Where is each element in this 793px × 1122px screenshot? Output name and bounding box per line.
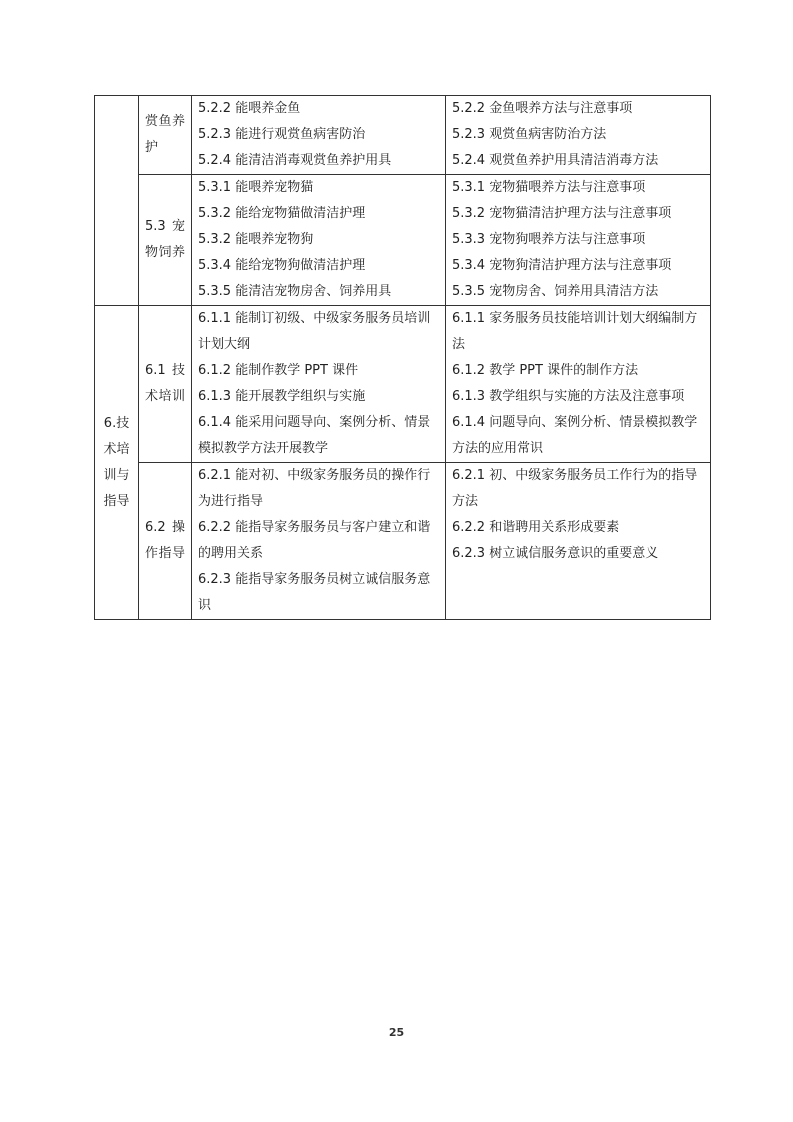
knowledge-item: 5.3.2 宠物猫清洁护理方法与注意事项 bbox=[452, 206, 672, 221]
table-row bbox=[95, 96, 711, 175]
skill-item: 5.3.1 能喂养宠物猫 bbox=[198, 180, 314, 195]
knowledge-item: 6.1.4 问题导向、案例分析、情景模拟教学方法的应用常识 bbox=[452, 415, 698, 456]
work-content-cell: 5.3宠物饲养 bbox=[139, 175, 192, 306]
skill-requirements-cell bbox=[192, 463, 446, 620]
skill-requirements-cell bbox=[192, 96, 446, 175]
knowledge-item: 5.3.3 宠物狗喂养方法与注意事项 bbox=[452, 232, 646, 247]
skill-item: 6.1.3 能开展教学组织与实施 bbox=[198, 389, 366, 404]
function-cell-5-continued bbox=[95, 96, 139, 306]
related-knowledge-cell bbox=[446, 175, 711, 306]
related-knowledge-cell bbox=[446, 306, 711, 463]
table-row bbox=[95, 306, 711, 463]
knowledge-item: 6.2.2 和谐聘用关系形成要素 bbox=[452, 520, 620, 535]
skill-item: 6.1.4 能采用问题导向、案例分析、情景模拟教学方法开展教学 bbox=[198, 415, 431, 456]
skill-item: 6.2.3 能指导家务服务员树立诚信服务意识 bbox=[198, 572, 431, 613]
knowledge-item: 5.3.5 宠物房舍、饲养用具清洁方法 bbox=[452, 284, 659, 299]
skill-item: 5.2.3 能进行观赏鱼病害防治 bbox=[198, 127, 366, 142]
skill-item: 5.2.4 能清洁消毒观赏鱼养护用具 bbox=[198, 153, 392, 168]
skill-item: 6.2.1 能对初、中级家务服务员的操作行为进行指导 bbox=[198, 468, 431, 509]
skill-item: 5.3.2 能喂养宠物狗 bbox=[198, 232, 314, 247]
knowledge-item: 5.2.3 观赏鱼病害防治方法 bbox=[452, 127, 607, 142]
knowledge-item: 6.1.1 家务服务员技能培训计划大纲编制方法 bbox=[452, 311, 698, 352]
standards-table bbox=[94, 95, 711, 620]
work-content-cell: 6.1技术培训 bbox=[139, 306, 192, 463]
table-row bbox=[95, 175, 711, 306]
related-knowledge-cell bbox=[446, 463, 711, 620]
knowledge-item: 5.3.1 宠物猫喂养方法与注意事项 bbox=[452, 180, 646, 195]
skill-item: 5.3.5 能清洁宠物房舍、饲养用具 bbox=[198, 284, 392, 299]
skill-item: 5.3.4 能给宠物狗做清洁护理 bbox=[198, 258, 366, 273]
table-row bbox=[95, 463, 711, 620]
skill-item: 6.1.2 能制作教学 PPT 课件 bbox=[198, 363, 359, 378]
skill-requirements-cell bbox=[192, 175, 446, 306]
related-knowledge-cell bbox=[446, 96, 711, 175]
knowledge-item: 6.1.2 教学 PPT 课件的制作方法 bbox=[452, 363, 639, 378]
knowledge-item: 5.2.2 金鱼喂养方法与注意事项 bbox=[452, 101, 633, 116]
knowledge-item: 6.2.3 树立诚信服务意识的重要意义 bbox=[452, 546, 659, 561]
skill-item: 6.1.1 能制订初级、中级家务服务员培训计划大纲 bbox=[198, 311, 431, 352]
work-content-cell: 赏鱼养护 bbox=[139, 96, 192, 175]
skill-item: 5.2.2 能喂养金鱼 bbox=[198, 101, 301, 116]
knowledge-item: 6.1.3 教学组织与实施的方法及注意事项 bbox=[452, 389, 685, 404]
work-content-cell: 6.2操作指导 bbox=[139, 463, 192, 620]
page-number: 25 bbox=[388, 1026, 405, 1039]
skill-requirements-cell bbox=[192, 306, 446, 463]
skill-item: 5.3.2 能给宠物猫做清洁护理 bbox=[198, 206, 366, 221]
knowledge-item: 5.3.4 宠物狗清洁护理方法与注意事项 bbox=[452, 258, 672, 273]
knowledge-item: 5.2.4 观赏鱼养护用具清洁消毒方法 bbox=[452, 153, 659, 168]
function-cell: 6.技术培训与指导 bbox=[95, 306, 139, 620]
skill-item: 6.2.2 能指导家务服务员与客户建立和谐的聘用关系 bbox=[198, 520, 431, 561]
knowledge-item: 6.2.1 初、中级家务服务员工作行为的指导方法 bbox=[452, 468, 698, 509]
